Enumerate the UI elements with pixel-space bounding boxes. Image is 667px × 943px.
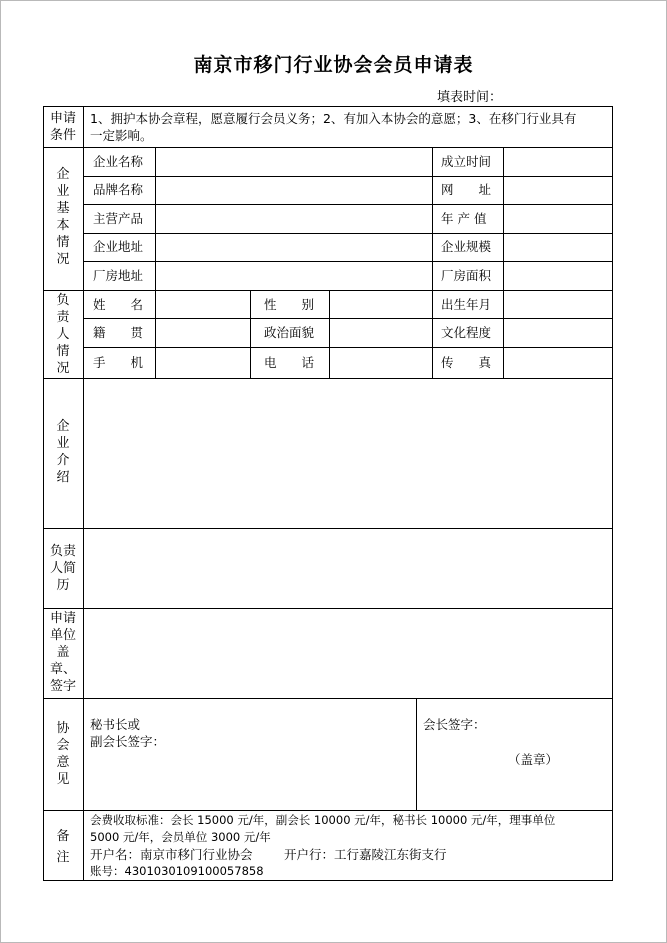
label-char: 备 [56,829,70,844]
name-label: 姓 名 [93,297,144,312]
enterprise-address-label: 企业地址 [93,239,144,254]
label-char: 绍 [56,470,70,485]
president-sign-field[interactable] [417,735,507,810]
factory-area-field[interactable] [504,262,612,290]
fee-standard-line2: 5000 元/年，会员单位 3000 元/年 [90,830,271,844]
factory-address-field[interactable] [156,262,432,290]
label-char: 业 [56,436,70,451]
label-char: 见 [56,772,70,787]
intro-field[interactable] [84,379,612,528]
grid-line [43,106,613,107]
native-place-field[interactable] [156,319,250,347]
label-char: 协 [56,721,70,736]
label-char: 会 [56,738,70,753]
label-char: 况 [56,252,70,267]
website-label: 网 址 [441,182,492,197]
bank-name: 开户行：工行嘉陵江东街支行 [284,847,447,862]
label-char: 盖 [56,645,70,660]
resume-section-label [43,543,83,594]
conditions-label-line: 申请 [49,111,76,126]
account-name: 开户名：南京市移门行业协会 [90,847,253,862]
account-number: 账号：4301030109100057858 [90,864,264,878]
gender-field[interactable] [330,291,432,318]
political-status-label: 政治面貌 [264,325,315,340]
label-char: 人简 [49,561,76,576]
label-char: 业 [56,184,70,199]
conditions-label [43,110,83,144]
label-char: 介 [56,453,70,468]
enterprise-section-label [43,166,83,268]
factory-area-label: 厂房面积 [441,268,492,283]
website-field[interactable] [504,177,612,204]
enterprise-name-label: 企业名称 [93,154,144,169]
label-char: 情 [56,235,70,250]
seal-label: （盖章） [508,752,559,767]
person-section-label [43,292,83,377]
label-char: 章、 [49,662,76,677]
label-char: 企 [56,167,70,182]
birth-date-field[interactable] [504,291,612,318]
label-char: 负 [56,293,70,308]
political-status-field[interactable] [330,319,432,347]
conditions-text-line2: 一定影响。 [90,128,153,143]
secretary-sign-field[interactable] [84,752,416,810]
grid-line [43,698,613,699]
label-char: 人 [56,327,70,342]
founding-date-label: 成立时间 [441,154,492,169]
secretary-sign-label-line1: 秘书长或 [90,717,141,732]
label-char: 签字 [49,679,76,694]
enterprise-scale-label: 企业规模 [441,239,492,254]
annual-output-label: 年 产 值 [441,211,487,226]
label-char: 责 [56,310,70,325]
fax-field[interactable] [504,348,612,378]
label-char: 申请 [49,611,76,626]
mobile-label: 手 机 [93,355,144,370]
enterprise-scale-field[interactable] [504,234,612,261]
factory-address-label: 厂房地址 [93,268,144,283]
native-place-label: 籍 贯 [93,325,144,340]
founding-date-field[interactable] [504,148,612,176]
conditions-text-line1: 1、拥护本协会章程，愿意履行会员义务；2、有加入本协会的意愿；3、在移门行业具有 [90,111,577,126]
remarks-section-label [43,828,83,866]
brand-name-field[interactable] [156,177,432,204]
secretary-sign-label-line2: 副会长签字： [90,734,166,749]
phone-field[interactable] [330,348,432,378]
fax-label: 传 真 [441,355,492,370]
grid-line [612,106,613,881]
stamp-section-label [43,610,83,695]
resume-field[interactable] [84,529,612,608]
grid-line [43,880,613,881]
label-char: 基 [56,201,70,216]
intro-section-label [43,418,83,486]
main-products-label: 主营产品 [93,211,144,226]
enterprise-name-field[interactable] [156,148,432,176]
label-char: 本 [56,218,70,233]
label-char: 注 [56,850,70,865]
label-char: 历 [56,578,70,593]
label-char: 负责 [49,544,76,559]
phone-label: 电 话 [264,355,315,370]
label-char: 情 [56,344,70,359]
grid-line [43,810,613,811]
grid-line [432,290,433,378]
conditions-label-line: 条件 [49,128,76,143]
label-char: 单位 [49,628,76,643]
applicant-stamp-field[interactable] [84,609,612,698]
annual-output-field[interactable] [504,205,612,233]
president-sign-label: 会长签字： [423,717,486,732]
fill-time-label: 填表时间： [437,90,503,105]
label-char: 企 [56,419,70,434]
birth-date-label: 出生年月 [441,297,492,312]
fee-standard-line1: 会费收取标准：会长 15000 元/年，副会长 10000 元/年，秘书长 10000 元/年，理事单位 [90,813,556,827]
grid-line [432,147,433,290]
opinion-section-label [43,720,83,788]
grid-line [250,290,251,378]
education-label: 文化程度 [441,325,492,340]
main-products-field[interactable] [156,205,432,233]
form-title: 南京市移门行业协会会员申请表 [193,54,474,76]
mobile-field[interactable] [156,348,250,378]
enterprise-address-field[interactable] [156,234,432,261]
label-char: 意 [56,755,70,770]
gender-label: 性 别 [264,297,315,312]
label-char: 况 [56,361,70,376]
education-field[interactable] [504,319,612,347]
brand-name-label: 品牌名称 [93,182,144,197]
name-field[interactable] [156,291,250,318]
